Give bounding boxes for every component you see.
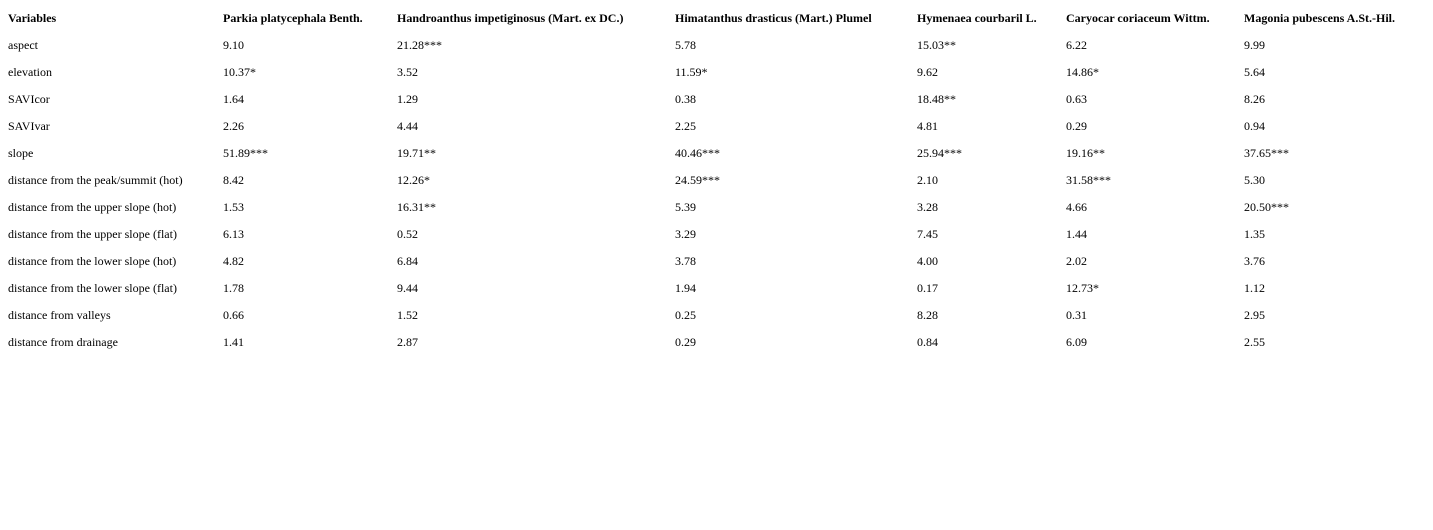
- table-row: [4, 275, 1418, 302]
- value-cell: 3.28: [917, 200, 938, 214]
- value-cell: 1.94: [675, 281, 696, 295]
- header-hymenaea: Hymenaea courbaril L.: [917, 11, 1037, 25]
- table-row: [4, 221, 1418, 248]
- value-cell: 11.59*: [675, 65, 708, 79]
- table-row: [4, 167, 1418, 194]
- value-cell: 6.09: [1066, 335, 1087, 349]
- value-cell: 2.10: [917, 173, 938, 187]
- variable-cell: distance from the peak/summit (hot): [8, 173, 183, 187]
- value-cell: 1.35: [1244, 227, 1265, 241]
- value-cell: 9.44: [397, 281, 418, 295]
- header-caryocar: Caryocar coriaceum Wittm.: [1066, 11, 1210, 25]
- value-cell: 9.10: [223, 38, 244, 52]
- variable-cell: SAVIcor: [8, 92, 50, 106]
- table-row: [4, 248, 1418, 275]
- value-cell: 1.44: [1066, 227, 1087, 241]
- header-handroanthus: Handroanthus impetiginosus (Mart. ex DC.): [397, 11, 624, 25]
- value-cell: 0.52: [397, 227, 418, 241]
- variable-cell: distance from the upper slope (hot): [8, 200, 177, 214]
- value-cell: 2.55: [1244, 335, 1265, 349]
- value-cell: 6.84: [397, 254, 418, 268]
- value-cell: 10.37*: [223, 65, 256, 79]
- variable-cell: distance from the upper slope (flat): [8, 227, 177, 241]
- variable-cell: aspect: [8, 38, 38, 52]
- value-cell: 3.29: [675, 227, 696, 241]
- value-cell: 12.73*: [1066, 281, 1099, 295]
- value-cell: 19.16**: [1066, 146, 1105, 160]
- value-cell: 0.38: [675, 92, 696, 106]
- value-cell: 20.50***: [1244, 200, 1289, 214]
- table-row: [4, 140, 1418, 167]
- value-cell: 1.41: [223, 335, 244, 349]
- variable-cell: distance from valleys: [8, 308, 111, 322]
- value-cell: 4.82: [223, 254, 244, 268]
- value-cell: 1.29: [397, 92, 418, 106]
- variable-cell: slope: [8, 146, 34, 160]
- value-cell: 6.13: [223, 227, 244, 241]
- value-cell: 6.22: [1066, 38, 1087, 52]
- value-cell: 2.26: [223, 119, 244, 133]
- value-cell: 2.87: [397, 335, 418, 349]
- value-cell: 4.81: [917, 119, 938, 133]
- value-cell: 0.29: [675, 335, 696, 349]
- table-row: [4, 59, 1418, 86]
- value-cell: 0.94: [1244, 119, 1265, 133]
- value-cell: 37.65***: [1244, 146, 1289, 160]
- value-cell: 3.78: [675, 254, 696, 268]
- value-cell: 5.78: [675, 38, 696, 52]
- value-cell: 4.66: [1066, 200, 1087, 214]
- value-cell: 5.39: [675, 200, 696, 214]
- variable-cell: distance from the lower slope (flat): [8, 281, 177, 295]
- value-cell: 2.95: [1244, 308, 1265, 322]
- value-cell: 14.86*: [1066, 65, 1099, 79]
- value-cell: 8.28: [917, 308, 938, 322]
- value-cell: 25.94***: [917, 146, 962, 160]
- value-cell: 40.46***: [675, 146, 720, 160]
- value-cell: 24.59***: [675, 173, 720, 187]
- value-cell: 21.28***: [397, 38, 442, 52]
- value-cell: 16.31**: [397, 200, 436, 214]
- value-cell: 1.53: [223, 200, 244, 214]
- value-cell: 15.03**: [917, 38, 956, 52]
- value-cell: 1.12: [1244, 281, 1265, 295]
- value-cell: 9.99: [1244, 38, 1265, 52]
- value-cell: 8.26: [1244, 92, 1265, 106]
- variable-cell: distance from drainage: [8, 335, 118, 349]
- value-cell: 0.63: [1066, 92, 1087, 106]
- table-row: [4, 194, 1418, 221]
- header-variables: Variables: [8, 11, 57, 25]
- value-cell: 4.00: [917, 254, 938, 268]
- value-cell: 4.44: [397, 119, 418, 133]
- value-cell: 3.76: [1244, 254, 1265, 268]
- value-cell: 1.52: [397, 308, 418, 322]
- value-cell: 2.25: [675, 119, 696, 133]
- value-cell: 19.71**: [397, 146, 436, 160]
- value-cell: 9.62: [917, 65, 938, 79]
- value-cell: 31.58***: [1066, 173, 1111, 187]
- table-row: [4, 113, 1418, 140]
- table-row: [4, 32, 1418, 59]
- variable-cell: distance from the lower slope (hot): [8, 254, 177, 268]
- value-cell: 0.17: [917, 281, 938, 295]
- table-row: [4, 302, 1418, 329]
- data-table: [4, 5, 1418, 356]
- variable-cell: SAVIvar: [8, 119, 50, 133]
- value-cell: 1.78: [223, 281, 244, 295]
- value-cell: 5.30: [1244, 173, 1265, 187]
- value-cell: 0.29: [1066, 119, 1087, 133]
- value-cell: 7.45: [917, 227, 938, 241]
- value-cell: 0.31: [1066, 308, 1087, 322]
- value-cell: 18.48**: [917, 92, 956, 106]
- value-cell: 12.26*: [397, 173, 430, 187]
- value-cell: 8.42: [223, 173, 244, 187]
- table-row: [4, 86, 1418, 113]
- value-cell: 5.64: [1244, 65, 1265, 79]
- variable-cell: elevation: [8, 65, 52, 79]
- header-row: [4, 5, 1418, 32]
- value-cell: 0.66: [223, 308, 244, 322]
- value-cell: 1.64: [223, 92, 244, 106]
- value-cell: 2.02: [1066, 254, 1087, 268]
- value-cell: 51.89***: [223, 146, 268, 160]
- value-cell: 3.52: [397, 65, 418, 79]
- header-himatanthus: Himatanthus drasticus (Mart.) Plumel: [675, 11, 872, 25]
- header-parkia: Parkia platycephala Benth.: [223, 11, 363, 25]
- value-cell: 0.84: [917, 335, 938, 349]
- value-cell: 0.25: [675, 308, 696, 322]
- table-row: [4, 329, 1418, 356]
- header-magonia: Magonia pubescens A.St.-Hil.: [1244, 11, 1396, 25]
